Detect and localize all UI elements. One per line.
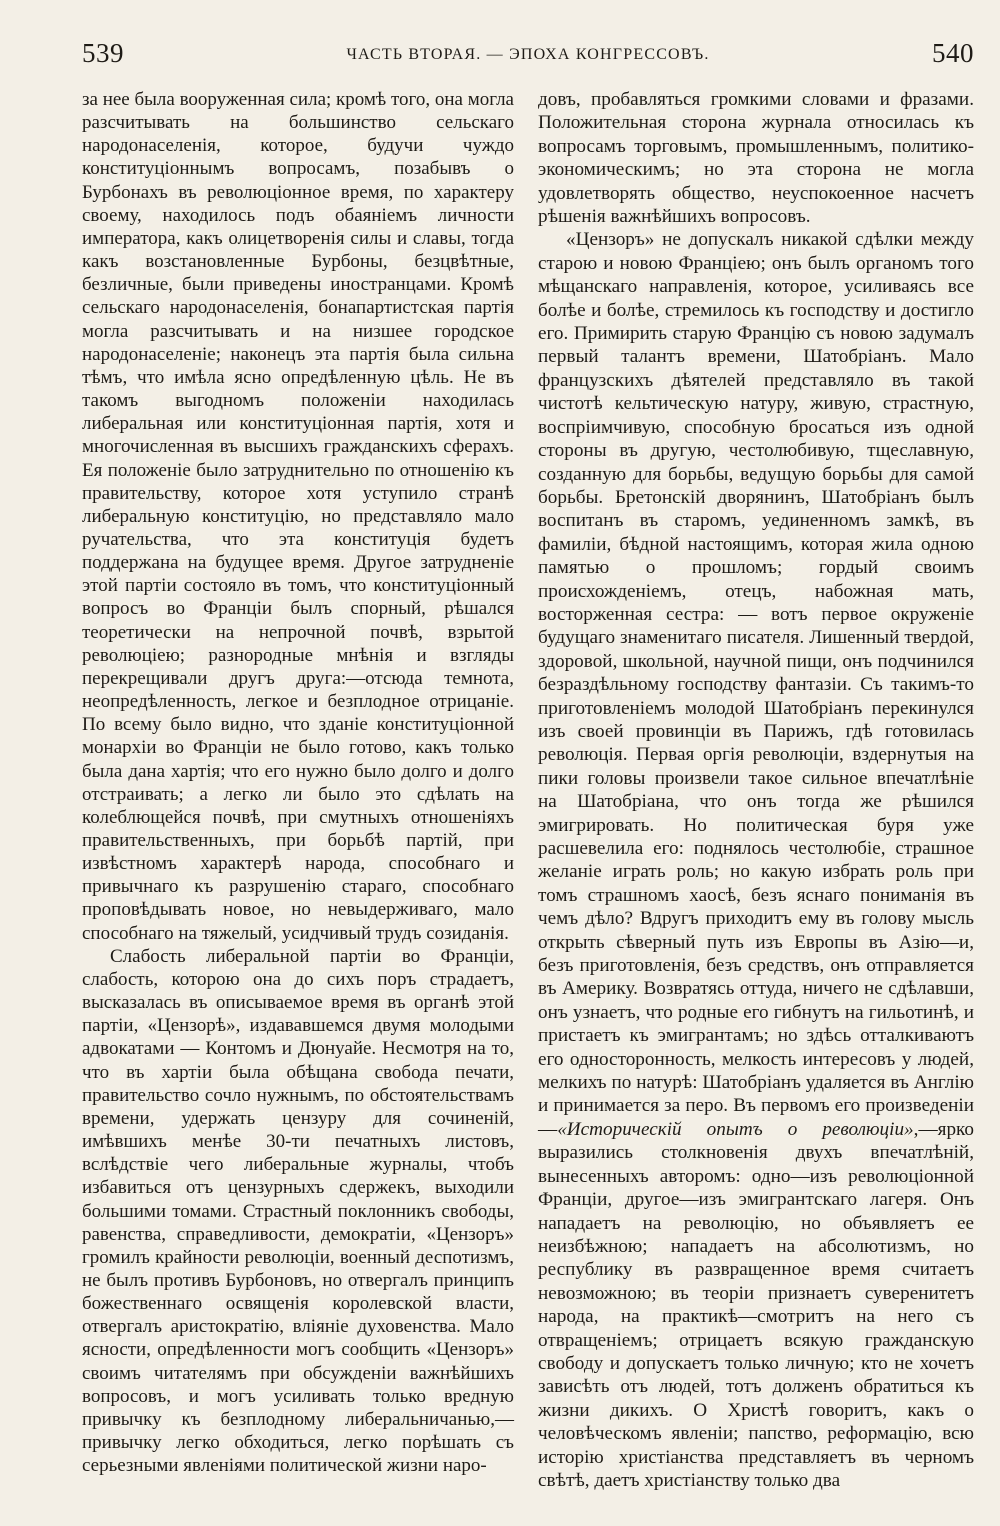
paragraph: Слабость либеральной партіи во Франціи, слабость, которою она до сихъ поръ страдаетъ, высказалась въ описываемое время въ органѣ этой партіи, «Цензорѣ», издававшемся двумя молодыми адвокатами — Контомъ и Дюнуайе. Несмотря на то, что въ хартіи была обѣщана свобода печати, правительство сочло нужнымъ, по обстоятельствамъ времени, удержать цензуру для сочиненій, имѣвшихъ менѣе 30-ти печатныхъ листовъ, вслѣдствіе чего либеральные журналы, чтобъ избавиться отъ цензурныхъ сдержекъ, выходили большими томами. Страстный поклонникъ свободы, равенства, справедливости, демократіи, «Цензоръ» громилъ крайности революціи, военный деспотизмъ, не былъ противъ Бурбоновъ, но отвергалъ принципъ божественнаго освященія королевской власти, отвергалъ аристократію, вліяніе духовенства. Мало ясности, опредѣленности могъ сообщить «Цензоръ» своимъ читателямъ при обсужденіи важнѣйшихъ вопросовъ, и могъ усиливать только вредную привычку къ безплодному либеральничанью,—привычку легко обходиться, легко порѣшать съ серьезными явленіями политической жизни наро-: [82, 945, 514, 1477]
text-column-left: [82, 88, 514, 1477]
text-run: ,—ярко выразились столкновенія двухъ впечатлѣній, вынесенныхъ авторомъ: одно—изъ революціонной Франціи, другое—изъ эмигрантскаго лагеря. Онъ нападаетъ на революцію, но объявляетъ ее неизбѣжною; нападаетъ на абсолютизмъ, но республику въ развращенное время считаетъ невозможною; въ теоріи признаетъ суверенитетъ народа, на практикѣ—смотритъ на него съ отвращеніемъ; отрицаетъ всякую гражданскую свободу и допускаетъ только личную; кто не хочетъ зависѣть отъ людей, тотъ долженъ обратиться къ жизни дикихъ. О Христѣ говоритъ, какъ о человѣческомъ явленіи; папство, реформацію, всю исторію христіанства представляетъ въ черномъ свѣтѣ, даетъ христіанству только два: [538, 1118, 974, 1491]
paragraph: за нее была вооруженная сила; кромѣ того, она могла разсчитывать на большинство сельскаго народонаселенія, которое, будучи чуждо конституціоннымъ вопросамъ, позабывъ о Бурбонахъ въ революціонное время, по характеру своему, находилось подъ обаяніемъ личности императора, какъ олицетворенія силы и славы, тогда какъ возстановленные Бурбоны, безцвѣтные, безличные, были приведены иностранцами. Кромѣ сельскаго народонаселенія, бонапартистская партія могла разсчитывать и на низшее городское народонаселеніе; наконецъ эта партія была сильна тѣмъ, что имѣла ясно опредѣленную цѣль. Не въ такомъ выгодномъ положеніи находилась либеральная или конституціонная партія, хотя и многочисленная въ высшихъ гражданскихъ сферахъ. Ея положеніе было затруднительно по отношенію къ правительству, которое хотя уступило странѣ либеральную конституцію, но представляло мало ручательства, что эта конституція будетъ поддержана на будущее время. Другое затрудненіе этой партіи состояло въ томъ, что конституціонный вопросъ во Франціи былъ спорный, рѣшался теоретически на непрочной почвѣ, взрытой революціею; разнородные мнѣнія и взгляды перекрещивали другъ друга:—отсюда темнота, неопредѣленность, легкое и безплодное отрицаніе. По всему было видно, что зданіе конституціонной монархіи во Франціи не было готово, какъ только была дана хартія; что его нужно было долго и долго отстраивать; а легко ли было это сдѣлать на колеблющейся почвѣ, при смутныхъ отношеніяхъ правительственныхъ, при борьбѣ партій, при извѣстномъ характерѣ народа, способнаго и привычнаго къ разрушенію стараго, способнаго проповѣдывать новое, но невыдерживаго, мало способнаго на тяжелый, усидчивый трудъ созиданія.: [82, 89, 514, 944]
page-number-right: 540: [932, 38, 974, 68]
page-header: [82, 38, 974, 78]
running-title: ЧАСТЬ ВТОРАЯ. — ЭПОХА КОНГРЕССОВЪ.: [346, 46, 710, 63]
paragraph: довъ, пробавляться громкими словами и фразами. Положительная сторона журнала относилась къ вопросамъ торговымъ, промышленнымъ, политико-экономическимъ; но эта сторона не могла удовлетворять общество, неуспокоенное насчетъ рѣшенія важнѣйшихъ вопросовъ.: [538, 89, 974, 228]
page-number-left: 539: [82, 38, 124, 68]
text-run: «Цензоръ» не допускалъ никакой сдѣлки между старою и новою Франціею; онъ былъ органомъ того мѣщанскаго направленія, которое, усиливаясь все болѣе и болѣе, стремилось къ господству и достигло его. Примирить старую Францію съ новою задумалъ первый талантъ времени, Шатобріанъ. Мало французскихъ дѣятелей представляло въ такой чистотѣ кельтическую натуру, живую, страстную, воспріимчивую, способную бросаться изъ одной стороны въ другую, честолюбивую, тщеславную, созданную для борьбы, ведущую борьбы для самой борьбы. Бретонскій дворянинъ, Шатобріанъ былъ воспитанъ въ старомъ, уединенномъ замкѣ, въ фамиліи, бѣдной настоящимъ, которая жила одною памятью о прошломъ; гордый своимъ происхожденіемъ, отецъ, набожная мать, восторженная сестра: — вотъ первое окруженіе будущаго знаменитаго писателя. Лишенный твердой, здоровой, школьной, научной пищи, онъ подчинился безраздѣльному господству фантазіи. Съ такимъ-то приготовленіемъ молодой Шатобріанъ перекинулся изъ своей провинціи въ Парижъ, гдѣ готовилась революція. Первая оргія революціи, вздернутыя на пики головы произвели такое сильное впечатлѣніе на Шатобріана, что онъ тогда же рѣшился эмигрировать. Но политическая буря уже расшевелила его: поднялось честолюбіе, страшное желаніе играть роль; но какую избрать роль при томъ страшномъ хаосѣ, безъ яснаго пониманія въ чемъ дѣло? Вдругъ приходитъ ему въ голову мысль открыть сѣверный путь изъ Европы въ Азію—и, безъ приготовленія, безъ средствъ, онъ отправляется въ Америку. Возвратясь оттуда, ничего не сдѣлавши, онъ узнаетъ, что родные его гибнутъ на гильотинѣ, и пристаетъ къ эмигрантамъ; но здѣсь отталкиваютъ его односторонность, мелкость интересовъ у людей, мелкихъ по натурѣ: Шатобріанъ удаляется въ Англію и принимается за перо. Въ первомъ его произведеніи—: [538, 229, 974, 1140]
paragraph: [538, 228, 974, 1492]
book-title: «Историческій опытъ о революціи»: [557, 1118, 914, 1140]
text-column-right: [538, 88, 974, 1492]
